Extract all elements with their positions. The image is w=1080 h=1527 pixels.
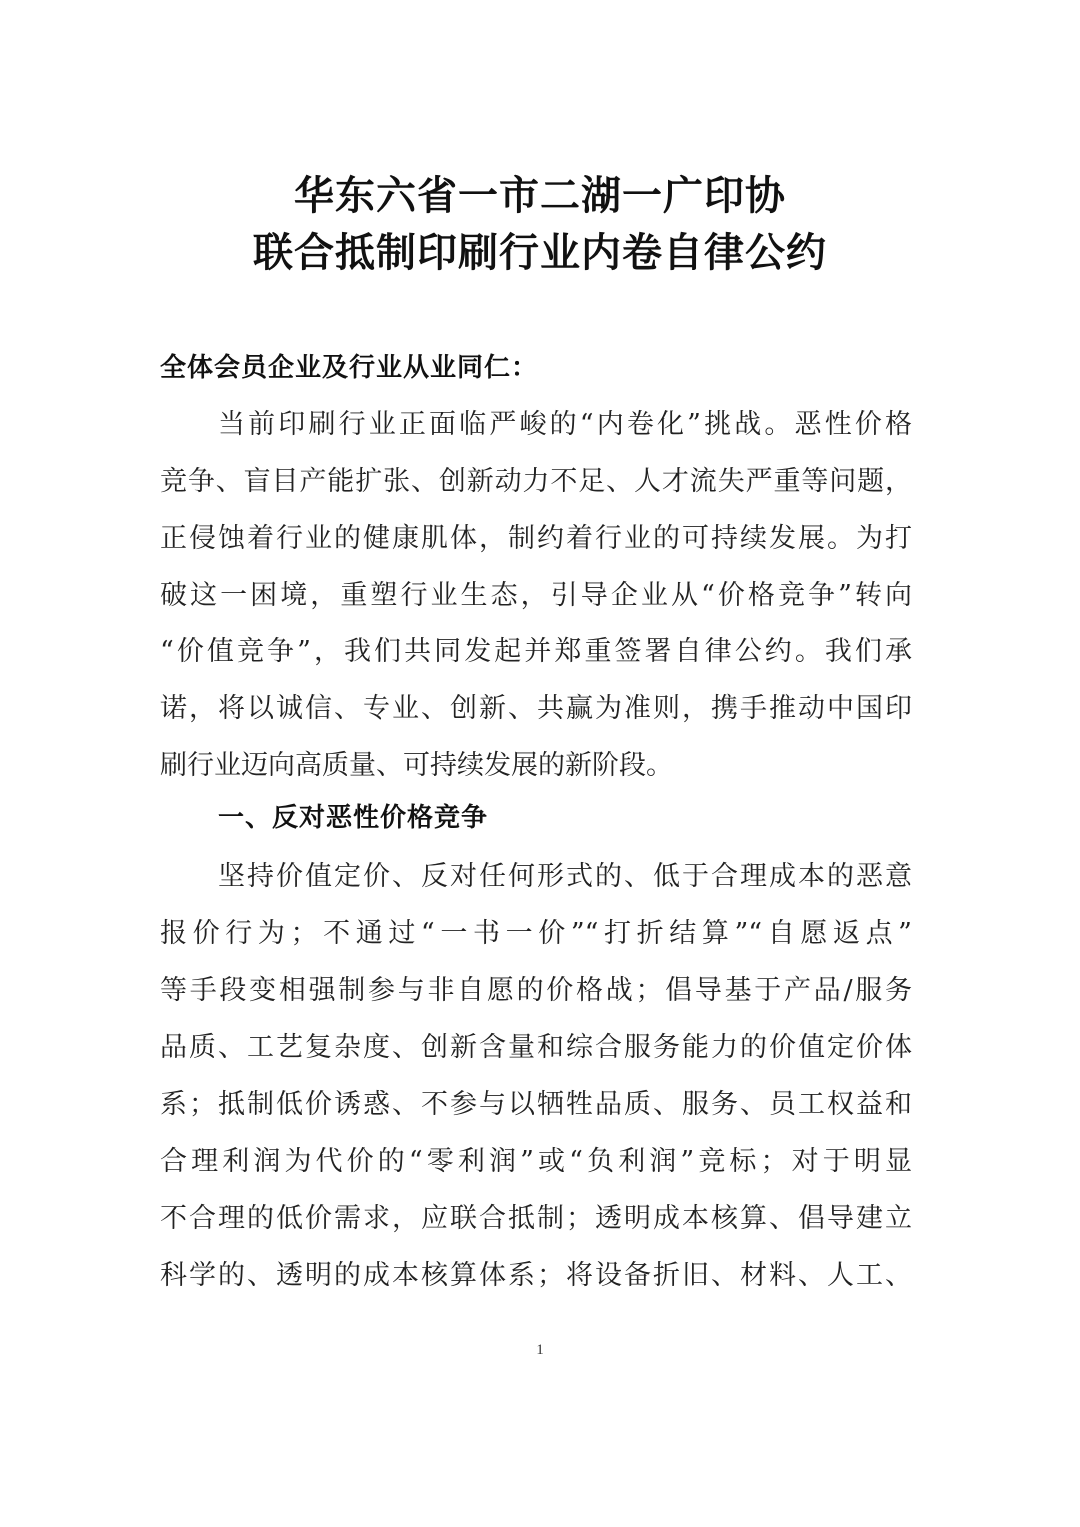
paragraph-line: 破这一困境，重塑行业生态，引导企业从“价格竞争”转向 [160, 580, 912, 611]
paragraph-line: 当前印刷行业正面临严峻的“内卷化”挑战。恶性价格 [218, 409, 912, 440]
paragraph-line: 诺，将以诚信、专业、创新、共赢为准则，携手推动中国印 [160, 693, 912, 724]
page-number: 1 [536, 1342, 544, 1358]
paragraph-line: 合理利润为代价的“零利润”或“负利润”竞标；对于明显 [160, 1146, 912, 1177]
paragraph-line: 竞争、盲目产能扩张、创新动力不足、人才流失严重等问题， [160, 466, 912, 497]
paragraph-line: 系；抵制低价诱惑、不参与以牺牲品质、服务、员工权益和 [160, 1089, 912, 1120]
paragraph-line: 正侵蚀着行业的健康肌体，制约着行业的可持续发展。为打 [160, 523, 912, 554]
salutation: 全体会员企业及行业从业同仁： [160, 353, 539, 383]
paragraph-line: “价值竞争”，我们共同发起并郑重签署自律公约。我们承 [160, 636, 912, 667]
document-title-line-2: 联合抵制印刷行业内卷自律公约 [253, 230, 827, 276]
paragraph-line: 科学的、透明的成本核算体系；将设备折旧、材料、人工、 [160, 1260, 912, 1291]
paragraph-line: 报价行为；不通过“一书一价”“打折结算”“自愿返点” [160, 918, 912, 949]
paragraph-line: 等手段变相强制参与非自愿的价格战；倡导基于产品/服务 [160, 975, 912, 1006]
paragraph-line: 品质、工艺复杂度、创新含量和综合服务能力的价值定价体 [160, 1032, 912, 1063]
paragraph-line: 坚持价值定价、反对任何形式的、低于合理成本的恶意 [218, 861, 912, 892]
document-title-line-1: 华东六省一市二湖一广印协 [294, 173, 786, 219]
paragraph-line: 刷行业迈向高质量、可持续发展的新阶段。 [160, 750, 673, 781]
section-heading: 一、反对恶性价格竞争 [218, 803, 489, 833]
paragraph-line: 不合理的低价需求，应联合抵制；透明成本核算、倡导建立 [160, 1203, 912, 1234]
